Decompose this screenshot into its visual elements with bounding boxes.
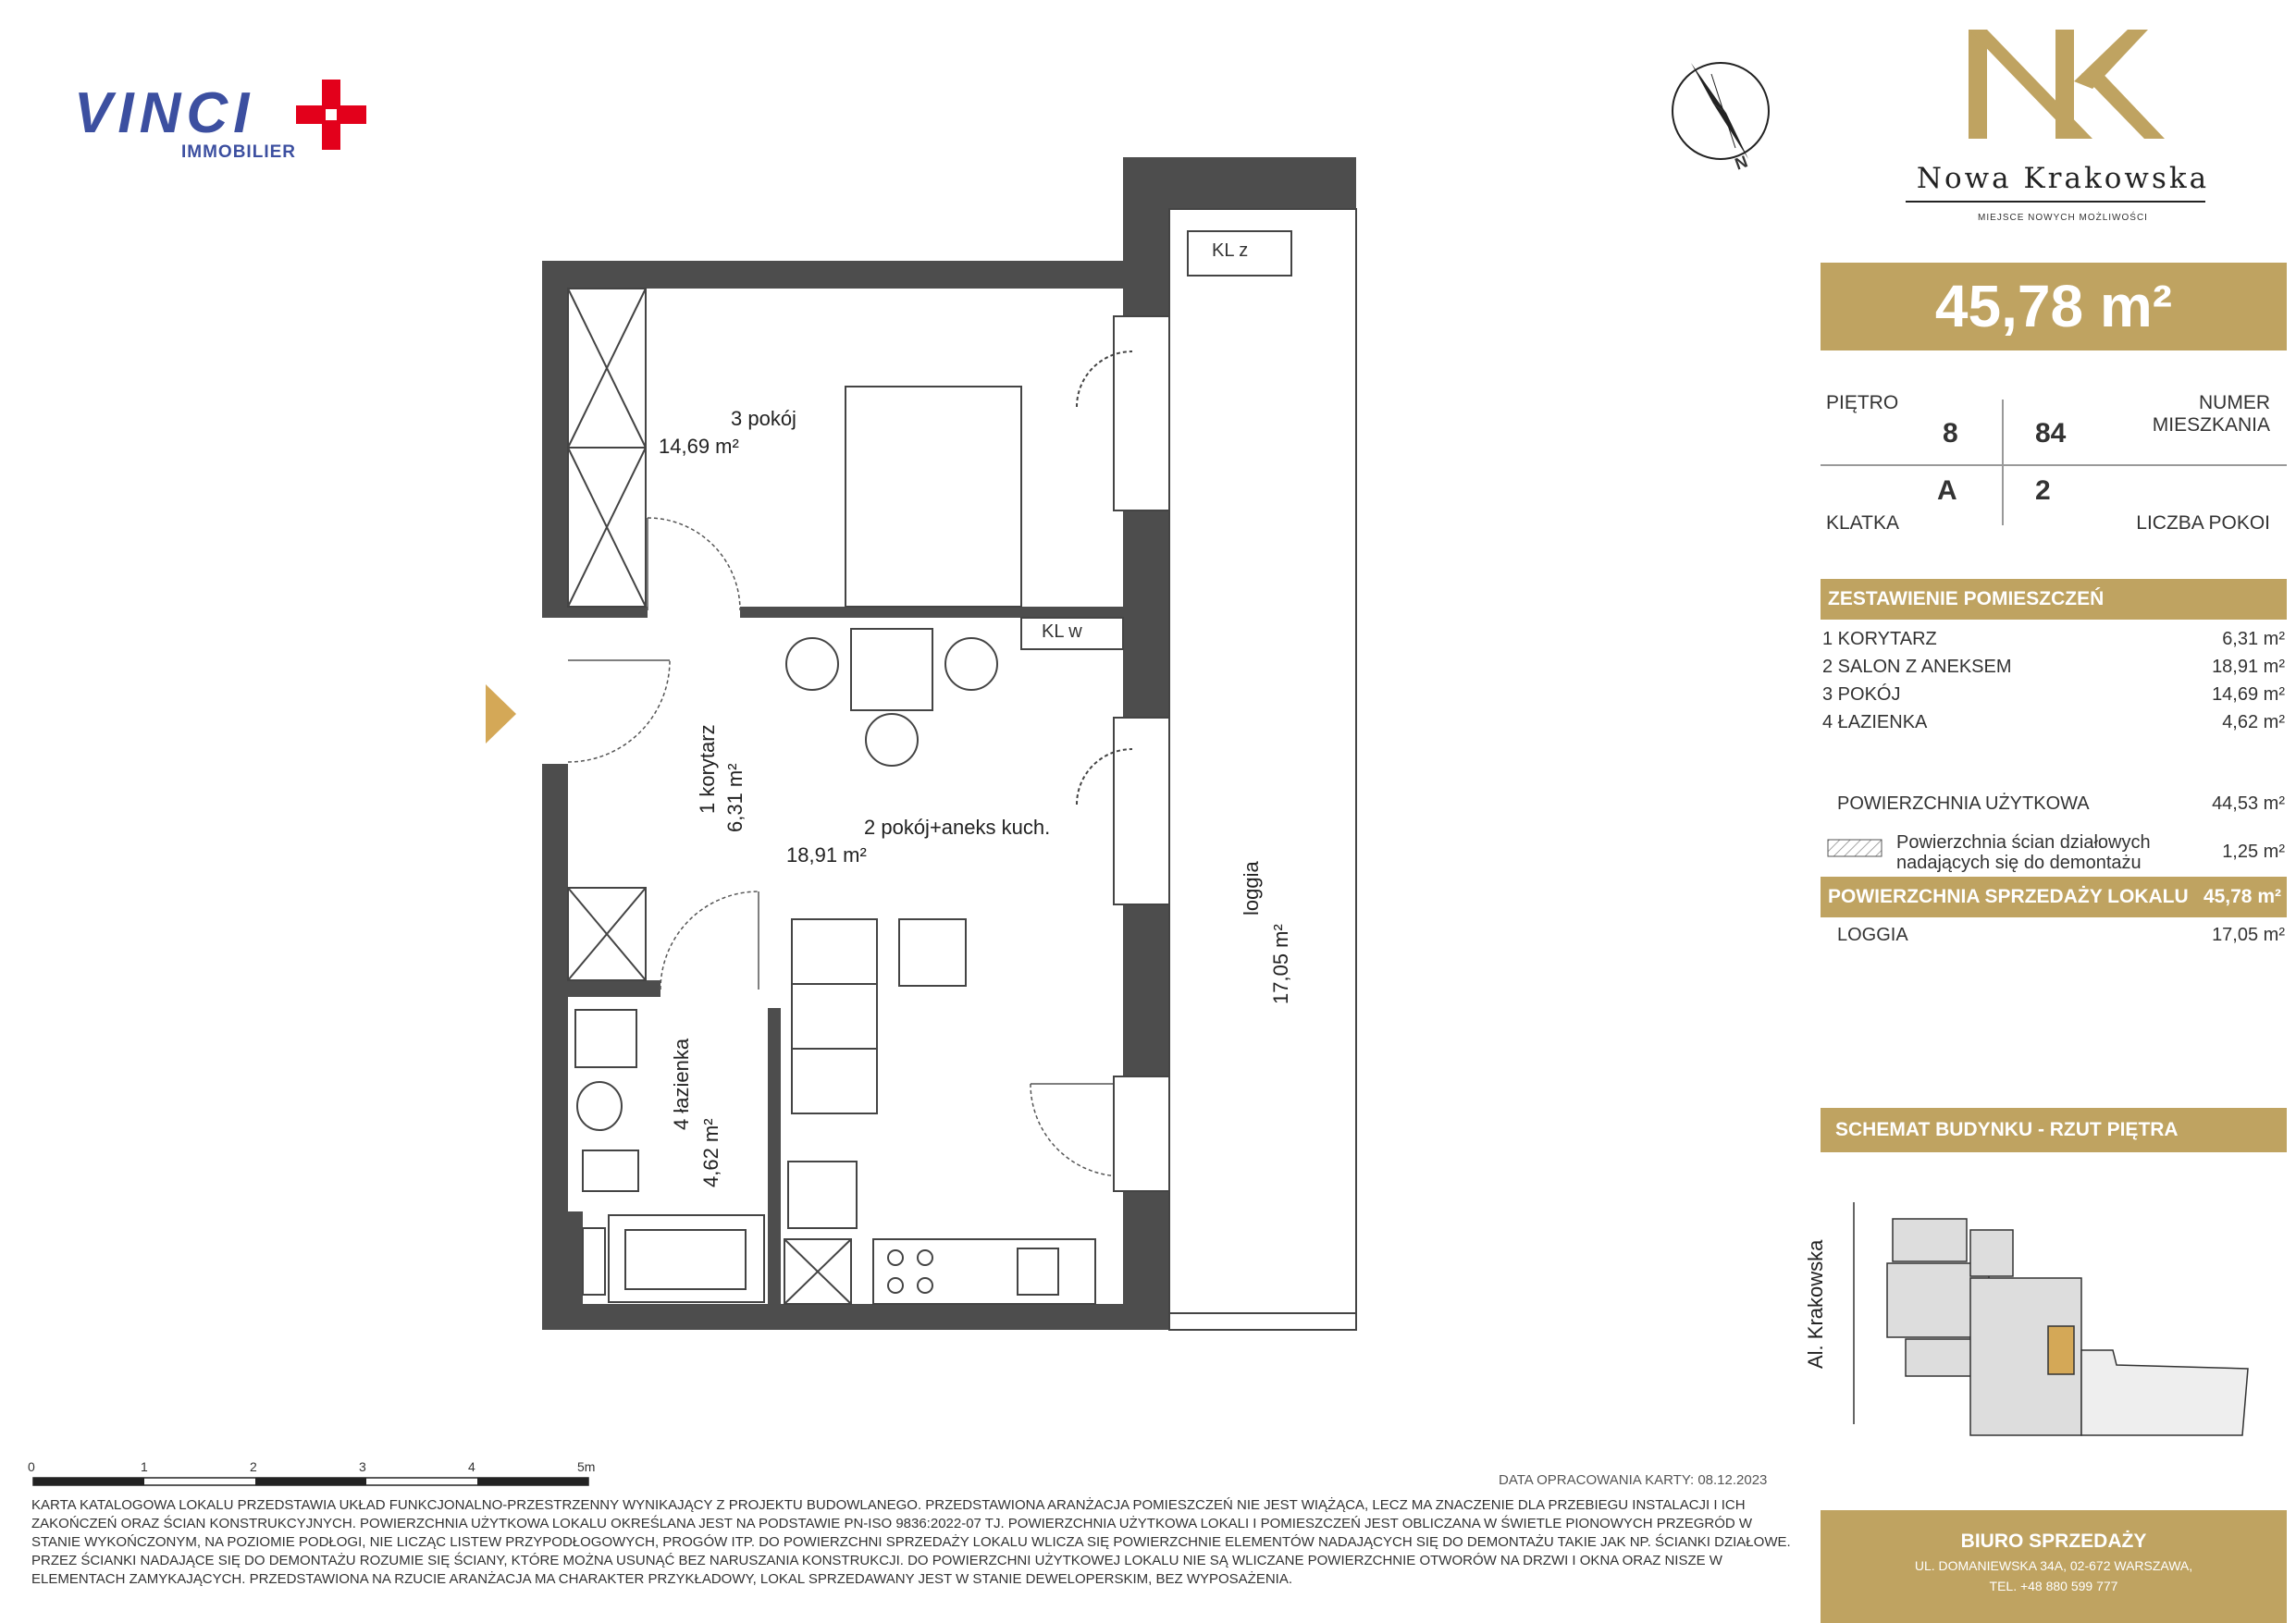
summary-vertical-divider bbox=[2002, 400, 2004, 525]
vinci-logo-mark bbox=[296, 80, 366, 150]
room-row bbox=[1822, 712, 2285, 733]
rooms-count-label: LICZBA POKOI bbox=[2136, 512, 2270, 534]
building-scheme-map bbox=[1854, 1202, 2248, 1435]
loggia-value: 17,05 m² bbox=[2212, 925, 2285, 945]
sale-area-label: POWIERZCHNIA SPRZEDAŻY LOKALU bbox=[1828, 886, 2189, 907]
vinci-subtitle: IMMOBILIER bbox=[181, 142, 296, 162]
scale-tick: 0 bbox=[28, 1459, 35, 1474]
room-3-name: 3 pokój bbox=[731, 407, 796, 430]
usable-area-row bbox=[1837, 793, 2285, 815]
room-name: 4 ŁAZIENKA bbox=[1822, 712, 1928, 732]
interior-walls bbox=[568, 607, 1123, 1304]
scale-tick: 1 bbox=[141, 1459, 148, 1474]
room-area: 6,31 m² bbox=[2222, 629, 2285, 649]
vinci-logo bbox=[74, 81, 296, 163]
room-name: 3 POKÓJ bbox=[1822, 684, 1901, 705]
sales-office-address: UL. DOMANIEWSKA 34A, 02-672 WARSZAWA, bbox=[1914, 1558, 2193, 1573]
nk-brand-name: Nowa Krakowska bbox=[1916, 162, 2210, 195]
building-scheme-title: SCHEMAT BUDYNKU - RZUT PIĘTRA bbox=[1821, 1108, 2287, 1152]
loggia-name: loggia bbox=[1240, 861, 1263, 916]
floor-value: 8 bbox=[1943, 418, 1958, 449]
apartment-number-value: 84 bbox=[2035, 418, 2067, 449]
kl-z-label: KL z bbox=[1212, 240, 1249, 261]
sale-area-value: 45,78 m² bbox=[2203, 886, 2281, 907]
room-1-name: 1 korytarz bbox=[696, 724, 719, 814]
removable-walls-label-1: Powierzchnia ścian działowych bbox=[1896, 832, 2151, 853]
removable-walls-value: 1,25 m² bbox=[2222, 842, 2285, 862]
room-4-name: 4 łazienka bbox=[670, 1038, 693, 1130]
room-row bbox=[1822, 684, 2285, 706]
summary-divider bbox=[1821, 464, 2287, 466]
sales-office-box bbox=[1821, 1510, 2287, 1623]
room-row bbox=[1822, 657, 2285, 678]
loggia-row bbox=[1837, 925, 2285, 946]
dining-set bbox=[786, 629, 997, 766]
total-area-badge: 45,78 m² bbox=[1821, 263, 2287, 350]
rooms-section-title: ZESTAWIENIE POMIESZCZEŃ bbox=[1821, 579, 2287, 620]
scale-tick: 5m bbox=[577, 1459, 596, 1474]
loggia-outline bbox=[1169, 209, 1356, 1330]
vinci-wordmark: VINCI bbox=[74, 81, 255, 145]
room-name: 2 SALON Z ANEKSEM bbox=[1822, 657, 2012, 677]
scale-bar bbox=[33, 1478, 588, 1485]
room-1-area: 6,31 m² bbox=[723, 763, 747, 832]
hatch-legend bbox=[1828, 840, 1882, 856]
floor-label: PIĘTRO bbox=[1826, 392, 1899, 413]
rooms-count-value: 2 bbox=[2035, 475, 2051, 506]
apartment-number-label: NUMER MIESZKANIA bbox=[2152, 392, 2270, 436]
removable-walls-label-2: nadających się do demontażu bbox=[1896, 853, 2142, 873]
room-2-name: 2 pokój+aneks kuch. bbox=[864, 816, 1051, 839]
sales-office-phone: TEL. +48 880 599 777 bbox=[1989, 1579, 2118, 1593]
usable-area-value: 44,53 m² bbox=[2212, 793, 2285, 814]
corridor-wardrobe bbox=[568, 888, 646, 980]
wardrobe bbox=[568, 289, 646, 607]
sofa bbox=[792, 919, 966, 1113]
sale-area-row bbox=[1821, 877, 2287, 917]
sales-office-title: BIURO SPRZEDAŻY bbox=[1960, 1531, 2147, 1552]
staircase-value: A bbox=[1937, 475, 1957, 506]
kl-w-label: KL w bbox=[1042, 621, 1082, 642]
scale-tick: 4 bbox=[468, 1459, 475, 1474]
street-label: Al. Krakowska bbox=[1804, 1239, 1827, 1369]
nk-tagline: MIEJSCE NOWYCH MOŻLIWOŚCI bbox=[1978, 213, 2148, 223]
compass-n-label: N bbox=[1732, 152, 1750, 174]
usable-area-label: POWIERZCHNIA UŻYTKOWA bbox=[1837, 793, 2090, 814]
removable-walls-row bbox=[1896, 832, 2285, 873]
entrance-arrow bbox=[486, 684, 516, 744]
staircase-label: KLATKA bbox=[1826, 512, 1899, 534]
scale-tick: 3 bbox=[359, 1459, 366, 1474]
loggia-label: LOGGIA bbox=[1837, 925, 1908, 945]
loggia-area: 17,05 m² bbox=[1269, 924, 1292, 1004]
card-date: DATA OPRACOWANIA KARTY: 08.12.2023 bbox=[1499, 1472, 1768, 1488]
compass-north-arrow bbox=[1673, 63, 1769, 159]
kitchen bbox=[784, 1162, 1095, 1304]
room-name: 1 KORYTARZ bbox=[1822, 629, 1937, 649]
room-area: 14,69 m² bbox=[2212, 684, 2285, 705]
room-row bbox=[1822, 629, 2285, 650]
room-3-area: 14,69 m² bbox=[659, 435, 739, 458]
walls bbox=[542, 157, 1356, 1330]
room-2-area: 18,91 m² bbox=[786, 843, 867, 867]
scale-tick: 2 bbox=[250, 1459, 257, 1474]
room-4-area: 4,62 m² bbox=[699, 1118, 722, 1187]
disclaimer-text: KARTA KATALOGOWA LOKALU PRZEDSTAWIA UKŁAD FUNKCJONALNO-PRZESTRZENNY WYNIKAJĄCY Z PROJEKTU BUDOWLANEGO. PRZEDSTAWIONA ARANŻACJA POMIESZCZEŃ NIE JEST WIĄŻĄCA, LECZ MA ZNACZENIE DLA PRZEBIEGU INSTALACJI I ICH ZAKOŃCZEŃ ORAZ ŚCIAN KONSTRUKCYJNYCH. POWIERZCHNIA UŻYTKOWA LOKALU OKREŚLANA JEST NA PODSTAWIE PN-ISO 9836:2022-07 TJ. POWIERZCHNIA UŻYTKOWA LOKALI I POMIESZCZEŃ JEST OBLICZANA W ŚWIETLE PIONOWYCH PRZEGRÓD W STANIE WYKOŃCZONYM, NA POZIOMIE PODŁOGI, NIE LICZĄC LISTEW PRZYPODŁOGOWYCH, PROGÓW ITP. DO POWIERZCHNI SPRZEDAŻY LOKALU WLICZA SIĘ POWIERZCHNIE ELEMENTÓW NADAJĄCYCH SIĘ DO DEMONTAŻU TAKIE JAK NP. ŚCIANKI DZIAŁOWE. PRZEZ ŚCIANKI NADAJĄCE SIĘ DO DEMONTAŻU ROZUMIE SIĘ ŚCIANY, KTÓRE MOŻNA USUNĄĆ BEZ NARUSZANIA KONSTRUKCJI. DO POWIERZCHNI UŻYTKOWEJ LOKALU NIE SĄ WLICZANE POWIERZCHNIE OTWORÓW NA DRZWI I OKNA ORAZ NISZE W ELEMENTACH ZAMYKAJĄCYCH. PRZEDSTAWIONA NA RZUCIE ARANŻACJA MA CHARAKTER PRZYKŁADOWY, LOKAL SPRZEDAWANY JEST W STANIE DEWELOPERSKIM, BEZ WYPOSAŻENIA. bbox=[31, 1497, 1791, 1587]
bed bbox=[846, 387, 1021, 607]
room-area: 4,62 m² bbox=[2222, 712, 2285, 732]
room-area: 18,91 m² bbox=[2212, 657, 2285, 677]
